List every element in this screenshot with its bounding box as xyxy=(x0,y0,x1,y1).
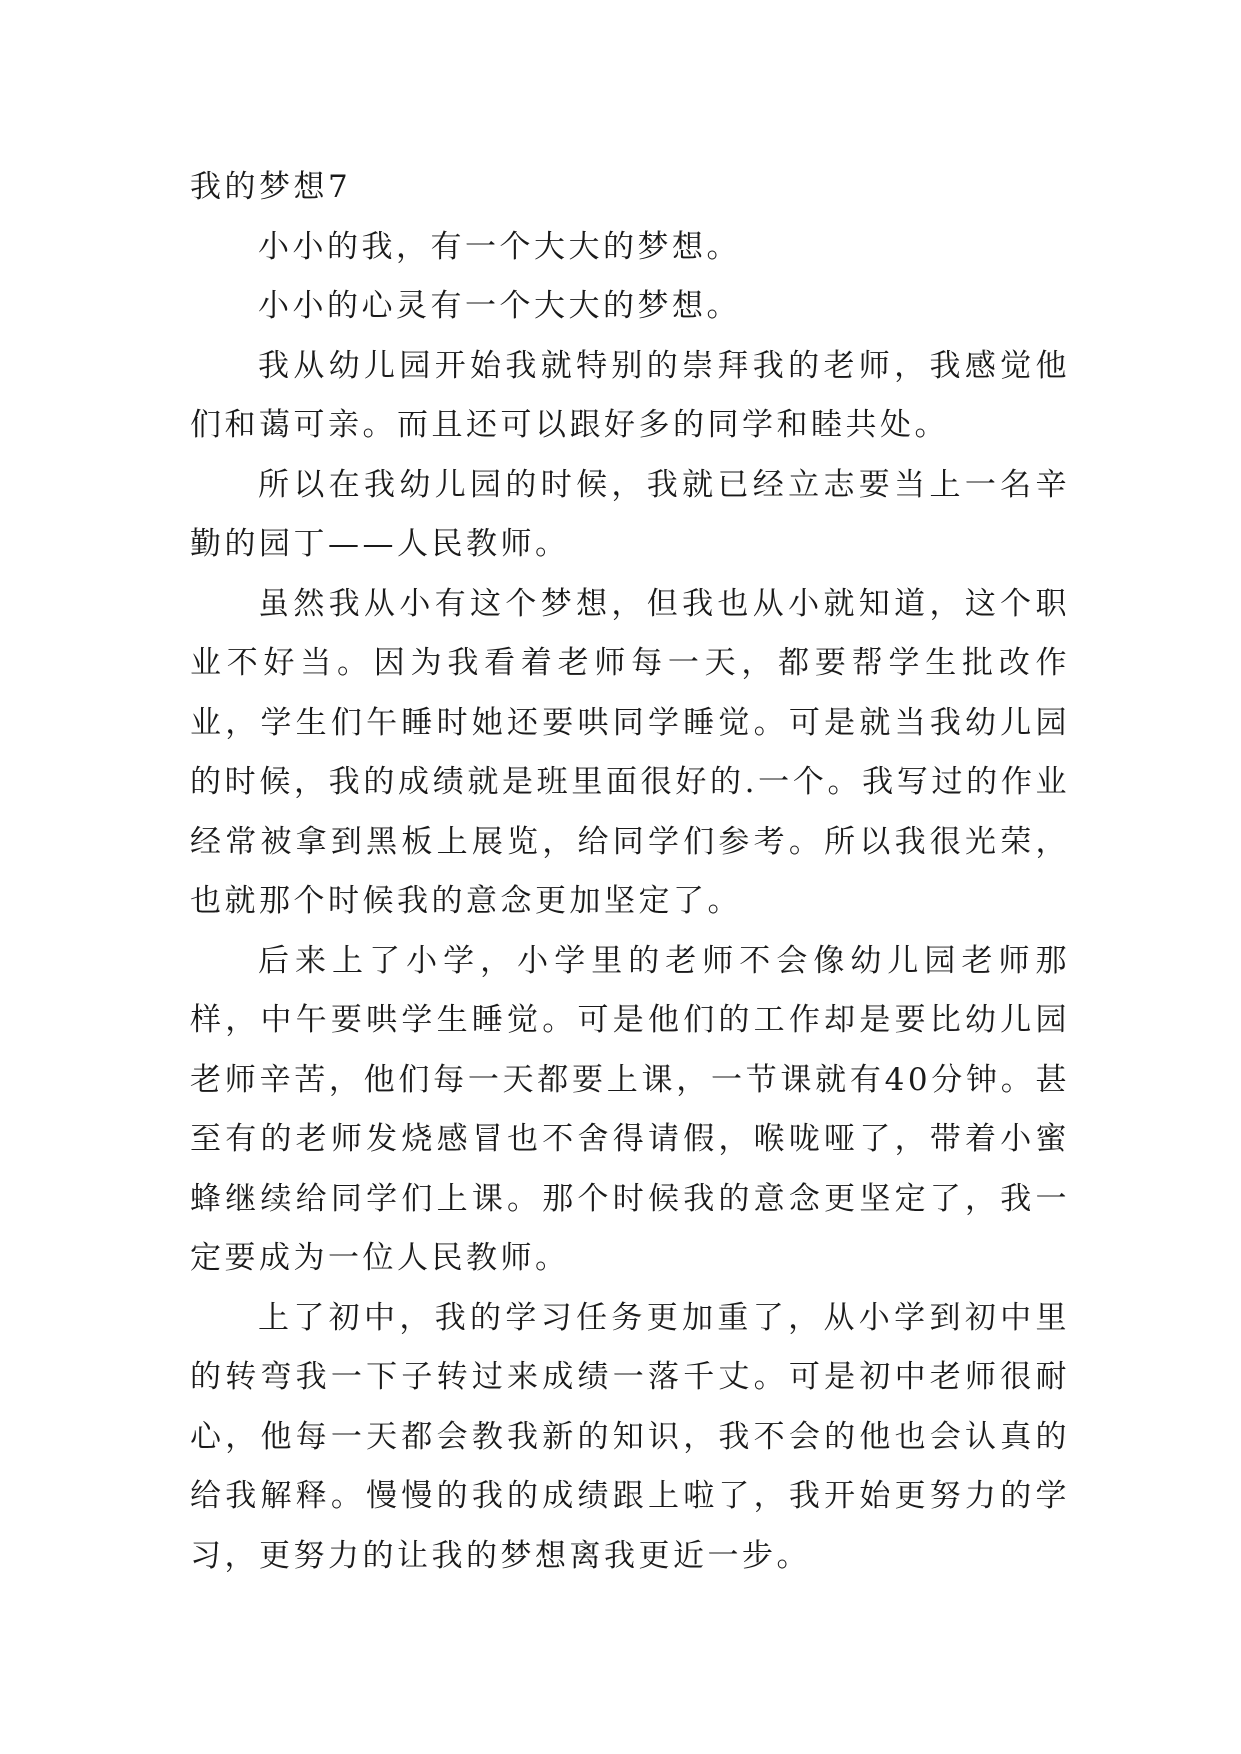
paragraph: 上了初中，我的学习任务更加重了，从小学到初中里的转弯我一下子转过来成绩一落千丈。可是初中老师很耐心，他每一天都会教我新的知识，我不会的他也会认真的给我解释。慢慢的我的成绩跟上啦了，我开始更努力的学习，更努力的让我的梦想离我更近一步。 xyxy=(190,1299,1070,1574)
paragraph: 虽然我从小有这个梦想，但我也从小就知道，这个职业不好当。因为我看着老师每一天，都要帮学生批改作业，学生们午睡时她还要哄同学睡觉。可是就当我幼儿园的时候，我的成绩就是班里面很好的.一个。我写过的作业经常被拿到黑板上展览，给同学们参考。所以我很光荣，也就那个时候我的意念更加坚定了。 xyxy=(190,585,1070,919)
paragraph: 我从幼儿园开始我就特别的崇拜我的老师，我感觉他们和蔼可亲。而且还可以跟好多的同学和睦共处。 xyxy=(190,347,1070,443)
document-title: 我的梦想7 xyxy=(190,169,352,205)
paragraph: 小小的心灵有一个大大的梦想。 xyxy=(258,288,741,324)
paragraph: 小小的我，有一个大大的梦想。 xyxy=(258,228,741,265)
document-body xyxy=(190,158,1070,1586)
paragraph: 后来上了小学，小学里的老师不会像幼儿园老师那样，中午要哄学生睡觉。可是他们的工作却是要比幼儿园老师辛苦，他们每一天都要上课，一节课就有40分钟。甚至有的老师发烧感冒也不舍得请假，喉咙哑了，带着小蜜蜂继续给同学们上课。那个时候我的意念更坚定了，我一定要成为一位人民教师。 xyxy=(190,942,1070,1276)
paragraph: 所以在我幼儿园的时候，我就已经立志要当上一名辛勤的园丁——人民教师。 xyxy=(190,466,1070,562)
